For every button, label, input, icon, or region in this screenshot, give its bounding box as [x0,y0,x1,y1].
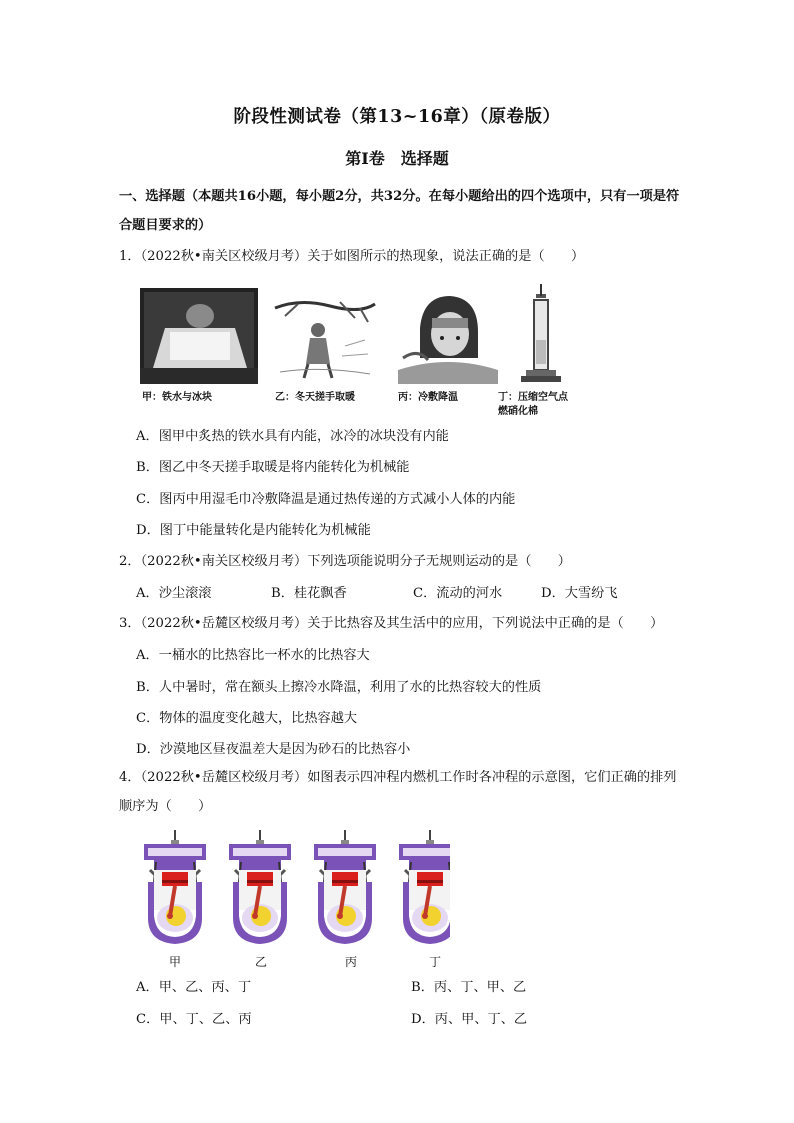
q2-option-c: C．流动的河水 [413,586,503,601]
page-title: 阶段性测试卷（第13~16章）（原卷版） [233,107,561,127]
question-1-stem: 1．（2022秋•南关区校级月考）关于如图所示的热现象，说法正确的是（ ） [119,249,585,264]
q4-engine-diagrams [140,830,450,950]
q3-option-a: A．一桶水的比热容比一杯水的比热容大 [136,648,370,663]
q1-figure-compression-ignition [516,284,566,384]
q4-option-a: A．甲、乙、丙、丁 [136,980,252,995]
q1-option-c: C．图丙中用湿毛巾冷敷降温是通过热传递的方式减小人体的内能 [136,492,516,507]
q1-option-d: D．图丁中能量转化是内能转化为机械能 [136,523,371,538]
q4-option-b: B．丙、丁、甲、乙 [411,980,527,995]
q1-caption-c: 丙：冷敷降温 [398,392,458,403]
section-instructions: 一、选择题（本题共16小题，每小题2分，共32分。在每小题给出的四个选项中，只有一项是符合题目要求的） [119,189,680,233]
q2-option-a: A．沙尘滚滚 [136,586,212,601]
question-4-stem: 4．（2022秋•岳麓区校级月考）如图表示四冲程内燃机工作时各冲程的示意图，它们正确的排列顺序为（ ） [119,770,677,814]
q1-caption-a: 甲：铁水与冰块 [142,392,212,403]
q1-caption-b: 乙：冬天搓手取暖 [275,392,355,403]
q1-figure-iron-and-ice [140,288,258,384]
q3-option-b: B．人中暑时，常在额头上擦冷水降温，利用了水的比热容较大的性质 [136,680,542,695]
question-3-stem: 3．（2022秋•岳麓区校级月考）关于比热容及其生活中的应用，下列说法中正确的是（ ） [119,616,664,631]
q1-figure-rubbing-hands [270,296,378,382]
q4-label-yi: 乙 [254,955,267,969]
q1-option-a: A．图甲中炙热的铁水具有内能，冰冷的冰块没有内能 [136,429,449,444]
section-title: 第Ⅰ卷 选择题 [345,149,449,168]
question-2-stem: 2．（2022秋•南关区校级月考）下列选项能说明分子无规则运动的是（ ） [119,554,571,569]
q4-label-jia: 甲 [168,955,181,969]
q1-caption-d-line1: 丁：压缩空气点 [498,392,568,403]
q2-option-d: D．大雪纷飞 [541,586,618,601]
q4-option-d: D．丙、甲、丁、乙 [411,1012,528,1027]
q3-option-d: D．沙漠地区昼夜温差大是因为砂石的比热容小 [136,742,411,757]
q4-option-c: C．甲、丁、乙、丙 [136,1012,252,1027]
q1-caption-d-line2: 燃硝化棉 [498,406,538,417]
q1-option-b: B．图乙中冬天搓手取暖是将内能转化为机械能 [136,460,410,475]
q1-figure-cold-compress [398,288,498,384]
q4-label-bing: 丙 [344,955,357,969]
q2-options [136,582,618,601]
q4-label-ding: 丁 [428,955,441,969]
q3-option-c: C．物体的温度变化越大，比热容越大 [136,711,358,726]
q2-option-b: B．桂花飘香 [271,586,347,601]
